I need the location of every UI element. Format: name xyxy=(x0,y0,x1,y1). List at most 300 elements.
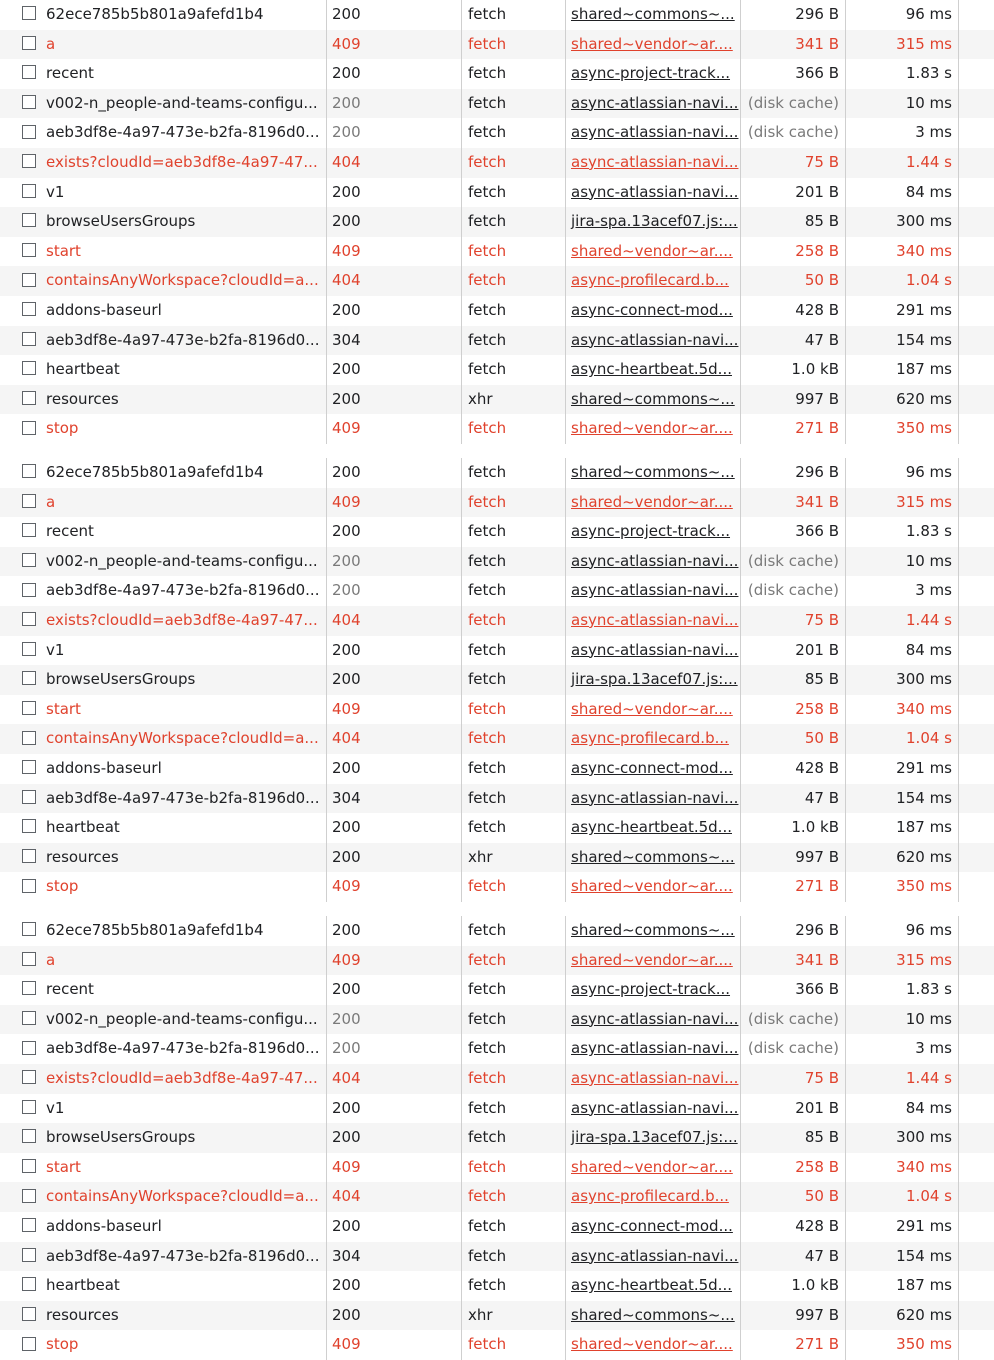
checkbox-icon[interactable] xyxy=(22,273,36,287)
request-type: fetch xyxy=(461,118,565,148)
request-initiator-cell xyxy=(565,118,740,148)
request-initiator-cell xyxy=(565,488,740,518)
initiator-link[interactable]: async-atlassian-navi... xyxy=(571,1246,739,1265)
initiator-link[interactable]: async-atlassian-navi... xyxy=(571,182,739,201)
request-name-cell[interactable] xyxy=(14,237,326,267)
request-type: fetch xyxy=(461,946,565,976)
request-row[interactable] xyxy=(0,148,994,178)
initiator-link[interactable]: shared~commons~... xyxy=(571,1305,735,1324)
initiator-link[interactable]: jira-spa.13acef07.js:... xyxy=(571,1128,738,1147)
waterfall-cell xyxy=(958,414,994,444)
initiator-link[interactable]: async-project-track... xyxy=(571,522,731,541)
request-status: 200 xyxy=(326,1005,461,1035)
request-name-cell[interactable] xyxy=(14,326,326,356)
request-time: 3 ms xyxy=(845,576,958,606)
request-row[interactable] xyxy=(0,843,994,873)
request-name: addons-baseurl xyxy=(46,758,162,777)
request-name-cell[interactable] xyxy=(14,385,326,415)
request-row[interactable] xyxy=(0,207,994,237)
checkbox-icon[interactable] xyxy=(22,6,36,20)
request-time: 620 ms xyxy=(845,385,958,415)
request-row[interactable] xyxy=(0,385,994,415)
initiator-link[interactable]: shared~commons~... xyxy=(571,463,735,481)
request-time: 187 ms xyxy=(845,1271,958,1301)
request-status: 409 xyxy=(326,237,461,267)
request-name-cell[interactable] xyxy=(14,636,326,666)
request-initiator-cell xyxy=(565,1271,740,1301)
request-row[interactable] xyxy=(0,1212,994,1242)
waterfall-cell xyxy=(958,458,994,488)
request-name-cell[interactable] xyxy=(14,148,326,178)
request-name: v002-n_people-and-teams-configu... xyxy=(46,551,318,570)
request-row[interactable] xyxy=(0,946,994,976)
request-name-cell[interactable] xyxy=(14,813,326,843)
request-size: 75 B xyxy=(740,148,845,178)
request-row[interactable] xyxy=(0,237,994,267)
initiator-link[interactable]: async-atlassian-navi... xyxy=(571,581,739,600)
request-initiator-cell xyxy=(565,178,740,208)
request-row[interactable] xyxy=(0,1330,994,1360)
request-type: fetch xyxy=(461,89,565,119)
request-row[interactable] xyxy=(0,784,994,814)
waterfall-cell xyxy=(958,547,994,577)
request-name-cell[interactable] xyxy=(14,118,326,148)
checkbox-icon[interactable] xyxy=(22,642,36,656)
request-status: 409 xyxy=(326,488,461,518)
request-name-cell[interactable] xyxy=(14,1271,326,1301)
initiator-link[interactable]: shared~commons~... xyxy=(571,847,735,866)
initiator-link[interactable]: shared~vendor~ar.... xyxy=(571,241,733,260)
request-row[interactable] xyxy=(0,1005,994,1035)
checkbox-icon[interactable] xyxy=(22,553,36,567)
request-name: aeb3df8e-4a97-473e-b2fa-8196d0... xyxy=(46,1246,320,1265)
initiator-link[interactable]: async-project-track... xyxy=(571,980,731,999)
checkbox-icon[interactable] xyxy=(22,361,36,375)
request-row[interactable] xyxy=(0,1064,994,1094)
waterfall-cell xyxy=(958,813,994,843)
checkbox-icon[interactable] xyxy=(22,125,36,139)
request-name-cell[interactable] xyxy=(14,1212,326,1242)
checkbox-icon[interactable] xyxy=(22,1337,36,1351)
checkbox-icon[interactable] xyxy=(22,981,36,995)
request-row[interactable] xyxy=(0,872,994,902)
request-size: 201 B xyxy=(740,178,845,208)
request-row[interactable] xyxy=(0,266,994,296)
request-size: 341 B xyxy=(740,488,845,518)
checkbox-icon[interactable] xyxy=(22,1307,36,1321)
request-name-cell[interactable] xyxy=(14,89,326,119)
checkbox-icon[interactable] xyxy=(22,213,36,227)
request-name-cell[interactable] xyxy=(14,414,326,444)
checkbox-icon[interactable] xyxy=(22,790,36,804)
waterfall-cell xyxy=(958,1271,994,1301)
request-type: fetch xyxy=(461,975,565,1005)
initiator-link[interactable]: shared~commons~... xyxy=(571,389,735,408)
request-initiator-cell xyxy=(565,784,740,814)
request-status: 404 xyxy=(326,724,461,754)
initiator-link[interactable]: shared~commons~... xyxy=(571,5,735,23)
request-name-cell[interactable] xyxy=(14,517,326,547)
request-name: containsAnyWorkspace?cloudId=a... xyxy=(46,271,319,290)
initiator-link[interactable]: shared~vendor~ar.... xyxy=(571,1335,733,1354)
initiator-link[interactable]: async-atlassian-navi... xyxy=(571,1009,739,1028)
checkbox-icon[interactable] xyxy=(22,154,36,168)
request-name-cell[interactable] xyxy=(14,754,326,784)
request-size: 296 B xyxy=(740,0,845,30)
request-initiator-cell xyxy=(565,1301,740,1331)
initiator-link[interactable]: async-heartbeat.5d... xyxy=(571,360,732,379)
initiator-link[interactable]: async-atlassian-navi... xyxy=(571,1068,739,1087)
checkbox-icon[interactable] xyxy=(22,612,36,626)
request-row[interactable] xyxy=(0,695,994,725)
request-time: 1.44 s xyxy=(845,148,958,178)
request-status: 404 xyxy=(326,606,461,636)
initiator-link[interactable]: async-profilecard.b... xyxy=(571,271,729,290)
request-name: heartbeat xyxy=(46,360,120,379)
request-initiator-cell xyxy=(565,296,740,326)
waterfall-cell xyxy=(958,754,994,784)
checkbox-icon[interactable] xyxy=(22,583,36,597)
request-type: fetch xyxy=(461,754,565,784)
request-initiator-cell xyxy=(565,843,740,873)
request-row[interactable] xyxy=(0,1182,994,1212)
waterfall-cell xyxy=(958,636,994,666)
request-type: fetch xyxy=(461,207,565,237)
checkbox-icon[interactable] xyxy=(22,819,36,833)
checkbox-icon[interactable] xyxy=(22,184,36,198)
request-name: containsAnyWorkspace?cloudId=a... xyxy=(46,729,319,748)
initiator-link[interactable]: async-atlassian-navi... xyxy=(571,123,739,142)
request-time: 291 ms xyxy=(845,754,958,784)
checkbox-icon[interactable] xyxy=(22,1189,36,1203)
waterfall-cell xyxy=(958,606,994,636)
initiator-link[interactable]: async-atlassian-navi... xyxy=(571,93,739,112)
request-type: fetch xyxy=(461,517,565,547)
initiator-link[interactable]: jira-spa.13acef07.js:... xyxy=(571,212,738,231)
checkbox-icon[interactable] xyxy=(22,671,36,685)
initiator-link[interactable]: async-profilecard.b... xyxy=(571,1187,729,1206)
request-row[interactable] xyxy=(0,326,994,356)
initiator-link[interactable]: shared~vendor~ar.... xyxy=(571,34,733,53)
waterfall-cell xyxy=(958,488,994,518)
checkbox-icon[interactable] xyxy=(22,36,36,50)
waterfall-cell xyxy=(958,237,994,267)
initiator-link[interactable]: shared~vendor~ar.... xyxy=(571,492,733,511)
request-type: fetch xyxy=(461,1182,565,1212)
request-size: (disk cache) xyxy=(740,576,845,606)
request-initiator-cell xyxy=(565,59,740,89)
request-initiator-cell xyxy=(565,872,740,902)
request-row[interactable] xyxy=(0,1034,994,1064)
request-initiator-cell xyxy=(565,89,740,119)
request-time: 350 ms xyxy=(845,1330,958,1360)
request-name: start xyxy=(46,1157,81,1176)
request-size: 258 B xyxy=(740,237,845,267)
request-name-cell[interactable] xyxy=(14,1182,326,1212)
request-initiator-cell xyxy=(565,975,740,1005)
request-name-cell[interactable] xyxy=(14,665,326,695)
initiator-link[interactable]: jira-spa.13acef07.js:... xyxy=(571,670,738,689)
request-row[interactable] xyxy=(0,59,994,89)
initiator-link[interactable]: async-heartbeat.5d... xyxy=(571,1276,732,1295)
initiator-link[interactable]: async-atlassian-navi... xyxy=(571,1098,739,1117)
checkbox-icon[interactable] xyxy=(22,1129,36,1143)
checkbox-icon[interactable] xyxy=(22,1218,36,1232)
request-initiator-cell xyxy=(565,636,740,666)
checkbox-icon[interactable] xyxy=(22,760,36,774)
request-row[interactable] xyxy=(0,517,994,547)
checkbox-icon[interactable] xyxy=(22,922,36,936)
checkbox-icon[interactable] xyxy=(22,332,36,346)
request-type: fetch xyxy=(461,1123,565,1153)
request-row[interactable] xyxy=(0,1123,994,1153)
request-row[interactable] xyxy=(0,1271,994,1301)
request-initiator-cell xyxy=(565,385,740,415)
request-status: 200 xyxy=(326,517,461,547)
request-size: 271 B xyxy=(740,872,845,902)
request-row[interactable] xyxy=(0,0,994,30)
checkbox-icon[interactable] xyxy=(22,95,36,109)
checkbox-icon[interactable] xyxy=(22,391,36,405)
initiator-link[interactable]: async-connect-mod... xyxy=(571,1216,733,1235)
request-status: 200 xyxy=(326,355,461,385)
initiator-link[interactable]: shared~vendor~ar.... xyxy=(571,699,733,718)
request-type: fetch xyxy=(461,488,565,518)
request-name: addons-baseurl xyxy=(46,1216,162,1235)
request-name-cell[interactable] xyxy=(14,1242,326,1272)
initiator-link[interactable]: shared~vendor~ar.... xyxy=(571,419,733,438)
initiator-link[interactable]: async-connect-mod... xyxy=(571,758,733,777)
initiator-link[interactable]: shared~vendor~ar.... xyxy=(571,950,733,969)
request-name-cell[interactable] xyxy=(14,30,326,60)
request-row[interactable] xyxy=(0,1301,994,1331)
request-name-cell[interactable] xyxy=(14,178,326,208)
request-name-cell[interactable] xyxy=(14,1064,326,1094)
request-row[interactable] xyxy=(0,813,994,843)
request-name-cell[interactable] xyxy=(14,355,326,385)
request-initiator-cell xyxy=(565,266,740,296)
request-name: exists?cloudId=aeb3df8e-4a97-47... xyxy=(46,152,318,171)
request-name-cell[interactable] xyxy=(14,547,326,577)
request-name-cell[interactable] xyxy=(14,576,326,606)
request-row[interactable] xyxy=(0,414,994,444)
checkbox-icon[interactable] xyxy=(22,65,36,79)
request-name-cell[interactable] xyxy=(14,872,326,902)
initiator-link[interactable]: shared~commons~... xyxy=(571,921,735,939)
request-type: fetch xyxy=(461,1064,565,1094)
request-name-cell[interactable] xyxy=(14,1094,326,1124)
request-status: 409 xyxy=(326,1153,461,1183)
request-name-cell[interactable] xyxy=(14,606,326,636)
checkbox-icon[interactable] xyxy=(22,1159,36,1173)
initiator-link[interactable]: async-atlassian-navi... xyxy=(571,1039,739,1058)
request-name-cell[interactable] xyxy=(14,695,326,725)
checkbox-icon[interactable] xyxy=(22,1041,36,1055)
checkbox-icon[interactable] xyxy=(22,464,36,478)
request-name-cell[interactable] xyxy=(14,843,326,873)
request-name-cell[interactable] xyxy=(14,207,326,237)
request-row[interactable] xyxy=(0,488,994,518)
request-name-cell[interactable] xyxy=(14,1123,326,1153)
request-size: 201 B xyxy=(740,636,845,666)
waterfall-cell xyxy=(958,1034,994,1064)
request-row[interactable] xyxy=(0,355,994,385)
request-size: (disk cache) xyxy=(740,1034,845,1064)
initiator-link[interactable]: async-connect-mod... xyxy=(571,300,733,319)
request-row[interactable] xyxy=(0,1153,994,1183)
request-name-cell[interactable] xyxy=(14,1153,326,1183)
request-status: 409 xyxy=(326,695,461,725)
request-row[interactable] xyxy=(0,606,994,636)
initiator-link[interactable]: async-profilecard.b... xyxy=(571,729,729,748)
initiator-link[interactable]: async-heartbeat.5d... xyxy=(571,818,732,837)
request-name-cell[interactable] xyxy=(14,296,326,326)
request-name-cell[interactable] xyxy=(14,784,326,814)
request-size: (disk cache) xyxy=(740,1005,845,1035)
request-name: browseUsersGroups xyxy=(46,212,196,231)
request-name-cell[interactable] xyxy=(14,458,326,488)
request-name-cell[interactable] xyxy=(14,59,326,89)
checkbox-icon[interactable] xyxy=(22,494,36,508)
request-time: 154 ms xyxy=(845,784,958,814)
request-name-cell[interactable] xyxy=(14,1005,326,1035)
waterfall-cell xyxy=(958,0,994,30)
request-initiator-cell xyxy=(565,30,740,60)
request-time: 1.04 s xyxy=(845,266,958,296)
waterfall-cell xyxy=(958,1153,994,1183)
waterfall-cell xyxy=(958,1212,994,1242)
request-row[interactable] xyxy=(0,916,994,946)
request-time: 1.83 s xyxy=(845,975,958,1005)
waterfall-cell xyxy=(958,916,994,946)
request-name: aeb3df8e-4a97-473e-b2fa-8196d0... xyxy=(46,788,320,807)
checkbox-icon[interactable] xyxy=(22,731,36,745)
request-time: 1.04 s xyxy=(845,724,958,754)
request-name-cell[interactable] xyxy=(14,1301,326,1331)
request-name-cell[interactable] xyxy=(14,916,326,946)
request-name-cell[interactable] xyxy=(14,724,326,754)
request-row[interactable] xyxy=(0,576,994,606)
checkbox-icon[interactable] xyxy=(22,1070,36,1084)
checkbox-icon[interactable] xyxy=(22,952,36,966)
request-type: fetch xyxy=(461,784,565,814)
request-time: 340 ms xyxy=(845,1153,958,1183)
request-type: fetch xyxy=(461,813,565,843)
request-type: fetch xyxy=(461,1153,565,1183)
request-time: 1.83 s xyxy=(845,59,958,89)
checkbox-icon[interactable] xyxy=(22,1248,36,1262)
checkbox-icon[interactable] xyxy=(22,523,36,537)
request-row[interactable] xyxy=(0,178,994,208)
initiator-link[interactable]: async-project-track... xyxy=(571,64,731,83)
checkbox-icon[interactable] xyxy=(22,302,36,316)
request-time: 315 ms xyxy=(845,488,958,518)
request-status: 200 xyxy=(326,636,461,666)
initiator-link[interactable]: shared~vendor~ar.... xyxy=(571,877,733,896)
initiator-link[interactable]: shared~vendor~ar.... xyxy=(571,1157,733,1176)
checkbox-icon[interactable] xyxy=(22,1277,36,1291)
request-row[interactable] xyxy=(0,296,994,326)
waterfall-cell xyxy=(958,1330,994,1360)
checkbox-icon[interactable] xyxy=(22,421,36,435)
request-initiator-cell xyxy=(565,1330,740,1360)
initiator-link[interactable]: async-atlassian-navi... xyxy=(571,640,739,659)
request-row[interactable] xyxy=(0,118,994,148)
request-type: fetch xyxy=(461,178,565,208)
request-row[interactable] xyxy=(0,636,994,666)
request-type: fetch xyxy=(461,872,565,902)
waterfall-cell xyxy=(958,1094,994,1124)
network-request-table-3 xyxy=(0,916,994,1354)
request-name: recent xyxy=(46,64,94,83)
request-initiator-cell xyxy=(565,1094,740,1124)
request-name-cell[interactable] xyxy=(14,488,326,518)
request-time: 10 ms xyxy=(845,1005,958,1035)
request-row[interactable] xyxy=(0,1094,994,1124)
request-row[interactable] xyxy=(0,1242,994,1272)
checkbox-icon[interactable] xyxy=(22,243,36,257)
request-row[interactable] xyxy=(0,975,994,1005)
initiator-link[interactable]: async-atlassian-navi... xyxy=(571,152,739,171)
request-time: 154 ms xyxy=(845,326,958,356)
checkbox-icon[interactable] xyxy=(22,849,36,863)
request-status: 200 xyxy=(326,385,461,415)
request-row[interactable] xyxy=(0,547,994,577)
request-row[interactable] xyxy=(0,458,994,488)
request-row[interactable] xyxy=(0,665,994,695)
request-initiator-cell xyxy=(565,458,740,488)
request-name-cell[interactable] xyxy=(14,975,326,1005)
checkbox-icon[interactable] xyxy=(22,879,36,893)
initiator-link[interactable]: async-atlassian-navi... xyxy=(571,330,739,349)
waterfall-cell xyxy=(958,355,994,385)
waterfall-cell xyxy=(958,784,994,814)
request-name: exists?cloudId=aeb3df8e-4a97-47... xyxy=(46,1068,318,1087)
checkbox-icon[interactable] xyxy=(22,1100,36,1114)
request-row[interactable] xyxy=(0,89,994,119)
request-name: stop xyxy=(46,877,79,896)
request-name-cell[interactable] xyxy=(14,946,326,976)
request-time: 1.04 s xyxy=(845,1182,958,1212)
request-time: 1.44 s xyxy=(845,1064,958,1094)
request-initiator-cell xyxy=(565,1005,740,1035)
checkbox-icon[interactable] xyxy=(22,1011,36,1025)
request-time: 340 ms xyxy=(845,695,958,725)
request-time: 84 ms xyxy=(845,178,958,208)
request-name-cell[interactable] xyxy=(14,266,326,296)
request-row[interactable] xyxy=(0,30,994,60)
request-time: 300 ms xyxy=(845,207,958,237)
initiator-link[interactable]: async-atlassian-navi... xyxy=(571,610,739,629)
request-name-cell[interactable] xyxy=(14,1034,326,1064)
initiator-link[interactable]: async-atlassian-navi... xyxy=(571,551,739,570)
request-name-cell[interactable] xyxy=(14,1330,326,1360)
request-type: fetch xyxy=(461,237,565,267)
request-name: v1 xyxy=(46,1098,65,1117)
request-size: (disk cache) xyxy=(740,547,845,577)
request-initiator-cell xyxy=(565,355,740,385)
request-row[interactable] xyxy=(0,754,994,784)
request-name: a xyxy=(46,950,56,969)
request-time: 620 ms xyxy=(845,843,958,873)
request-type: fetch xyxy=(461,59,565,89)
initiator-link[interactable]: async-atlassian-navi... xyxy=(571,788,739,807)
checkbox-icon[interactable] xyxy=(22,701,36,715)
request-row[interactable] xyxy=(0,724,994,754)
request-status: 404 xyxy=(326,148,461,178)
request-name-cell[interactable] xyxy=(14,0,326,30)
request-name: aeb3df8e-4a97-473e-b2fa-8196d0... xyxy=(46,1039,320,1058)
